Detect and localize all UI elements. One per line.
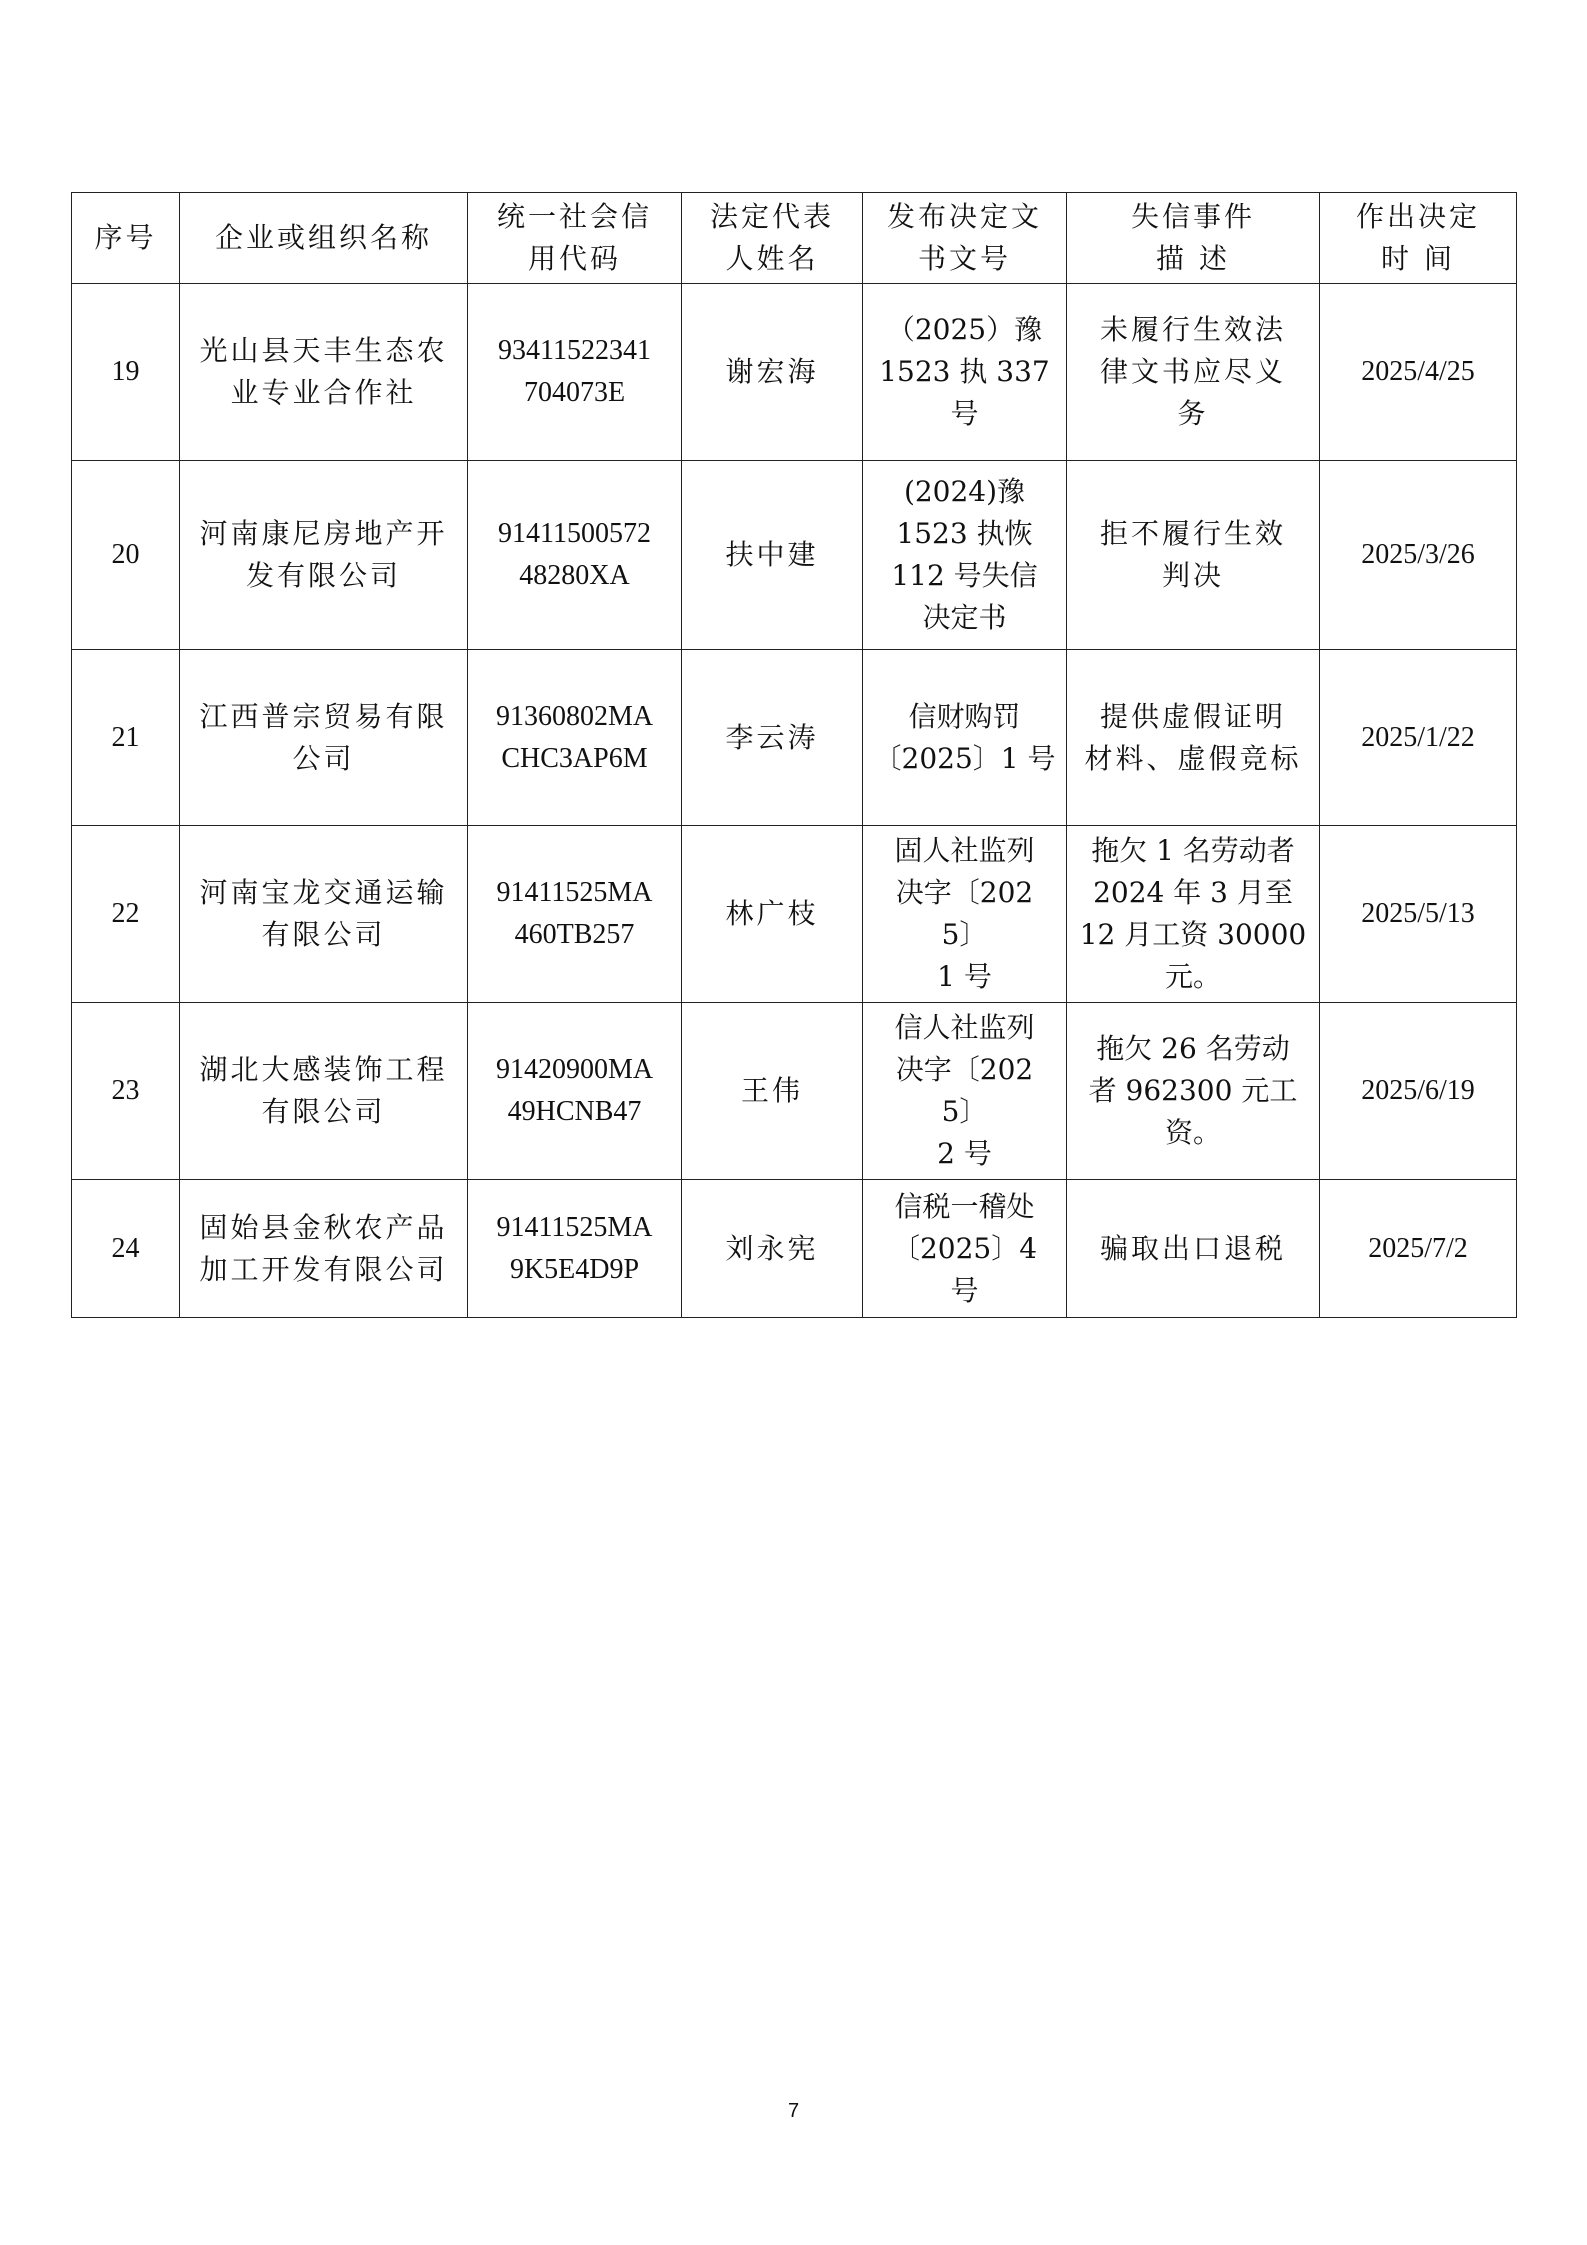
table-header-row: [72, 193, 1517, 284]
cell-decision-document-number: 固人社监列 决字〔2025〕 1 号: [863, 826, 1067, 1003]
cell-credit-code: 91360802MA CHC3AP6M: [468, 650, 682, 826]
header-decision-date: 作出决定 时 间: [1320, 193, 1517, 284]
cell-organization-name: 湖北大感装饰工程 有限公司: [180, 1003, 468, 1180]
cell-decision-document-number: (2024)豫 1523 执恢 112 号失信 决定书: [863, 461, 1067, 650]
cell-serial-number: 20: [72, 461, 180, 650]
table-row: [72, 1003, 1517, 1180]
cell-organization-name: 河南康尼房地产开 发有限公司: [180, 461, 468, 650]
cell-serial-number: 19: [72, 284, 180, 461]
cell-legal-representative: 林广枝: [682, 826, 863, 1003]
cell-credit-code: 91411500572 48280XA: [468, 461, 682, 650]
cell-decision-document-number: 信人社监列 决字〔2025〕 2 号: [863, 1003, 1067, 1180]
cell-legal-representative: 刘永宪: [682, 1180, 863, 1318]
cell-serial-number: 24: [72, 1180, 180, 1318]
cell-organization-name: 河南宝龙交通运输 有限公司: [180, 826, 468, 1003]
cell-legal-representative: 扶中建: [682, 461, 863, 650]
cell-decision-date: 2025/4/25: [1320, 284, 1517, 461]
cell-event-description: 未履行生效法 律文书应尽义 务: [1067, 284, 1320, 461]
header-serial-number: 序号: [72, 193, 180, 284]
cell-decision-date: 2025/3/26: [1320, 461, 1517, 650]
header-credit-code: 统一社会信 用代码: [468, 193, 682, 284]
cell-decision-date: 2025/5/13: [1320, 826, 1517, 1003]
cell-decision-document-number: 信财购罚 〔2025〕1 号: [863, 650, 1067, 826]
cell-serial-number: 21: [72, 650, 180, 826]
cell-decision-document-number: 信税一稽处 〔2025〕4 号: [863, 1180, 1067, 1318]
cell-event-description: 拖欠 1 名劳动者 2024 年 3 月至 12 月工资 30000 元。: [1067, 826, 1320, 1003]
cell-credit-code: 91420900MA 49HCNB47: [468, 1003, 682, 1180]
cell-legal-representative: 李云涛: [682, 650, 863, 826]
header-legal-representative: 法定代表 人姓名: [682, 193, 863, 284]
cell-event-description: 拖欠 26 名劳动 者 962300 元工 资。: [1067, 1003, 1320, 1180]
table-row: [72, 1180, 1517, 1318]
header-decision-document-number: 发布决定文 书文号: [863, 193, 1067, 284]
header-organization-name: 企业或组织名称: [180, 193, 468, 284]
cell-legal-representative: 谢宏海: [682, 284, 863, 461]
cell-event-description: 骗取出口退税: [1067, 1180, 1320, 1318]
dishonesty-record-table: [71, 192, 1517, 1318]
cell-organization-name: 江西普宗贸易有限 公司: [180, 650, 468, 826]
cell-legal-representative: 王伟: [682, 1003, 863, 1180]
cell-event-description: 提供虚假证明 材料、虚假竞标: [1067, 650, 1320, 826]
cell-organization-name: 光山县天丰生态农 业专业合作社: [180, 284, 468, 461]
table-row: [72, 461, 1517, 650]
cell-credit-code: 91411525MA 9K5E4D9P: [468, 1180, 682, 1318]
page-number: 7: [787, 2100, 800, 2122]
table-row: [72, 826, 1517, 1003]
cell-decision-document-number: （2025）豫 1523 执 337 号: [863, 284, 1067, 461]
cell-organization-name: 固始县金秋农产品 加工开发有限公司: [180, 1180, 468, 1318]
cell-decision-date: 2025/1/22: [1320, 650, 1517, 826]
cell-credit-code: 91411525MA 460TB257: [468, 826, 682, 1003]
cell-credit-code: 93411522341 704073E: [468, 284, 682, 461]
table-row: [72, 650, 1517, 826]
cell-decision-date: 2025/6/19: [1320, 1003, 1517, 1180]
cell-serial-number: 23: [72, 1003, 180, 1180]
cell-serial-number: 22: [72, 826, 180, 1003]
cell-event-description: 拒不履行生效 判决: [1067, 461, 1320, 650]
table-row: [72, 284, 1517, 461]
cell-decision-date: 2025/7/2: [1320, 1180, 1517, 1318]
header-event-description: 失信事件 描 述: [1067, 193, 1320, 284]
